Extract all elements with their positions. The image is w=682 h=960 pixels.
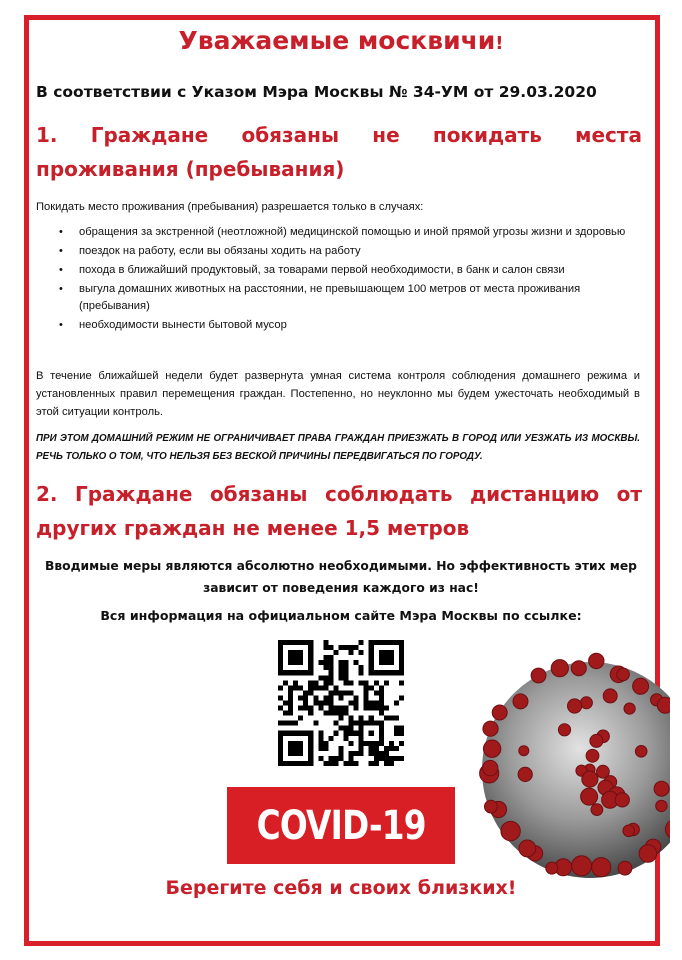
list-item: • обращения за экстренной (неотложной) медицинской помощью и иной прямой угрозы жизни и здоровью bbox=[36, 224, 636, 241]
official-site-text: Вся информация на официальном сайте Мэра Москвы по ссылке: bbox=[100, 608, 582, 623]
bullet-icon: • bbox=[59, 226, 63, 238]
list-item: • выгула домашних животных на расстоянии, не превышающем 100 метров от места проживания (пребывания) bbox=[59, 283, 581, 312]
covid-19-banner: COVID-19 bbox=[227, 787, 455, 864]
bullet-icon: • bbox=[59, 264, 63, 276]
coronavirus-icon bbox=[465, 630, 670, 915]
list-item: • необходимости вынести бытовой мусор bbox=[36, 317, 636, 334]
home-regime-note: ПРИ ЭТОМ ДОМАШНИЙ РЕЖИМ НЕ ОГРАНИЧИВАЕТ ПРАВА ГРАЖДАН ПРИЕЗЖАТЬ В ГОРОД ИЛИ УЕЗЖАТЬ ИЗ МОСКВЫ. РЕЧЬ ТОЛЬКО О ТОМ, ЧТО НЕЛЬЗЯ БЕЗ ВЕСКОЙ ПРИЧИНЫ ПЕРЕДВИГАТЬСЯ ПО ГОРОДУ. bbox=[36, 433, 640, 462]
measures-text: Вводимые меры являются абсолютно необходимыми. Но эффективность этих мер зависит от поведения каждого из нас! bbox=[45, 559, 637, 595]
bullet-icon: • bbox=[59, 245, 63, 257]
section2-heading: 2. Граждане обязаны соблюдать дистанцию от других граждан не менее 1,5 метров bbox=[36, 482, 642, 540]
list-item: • поездок на работу, если вы обязаны ходить на работу bbox=[36, 243, 636, 260]
section1-intro: Покидать место проживания (пребывания) разрешается только в случаях: bbox=[36, 201, 424, 213]
exceptions-list bbox=[36, 224, 636, 336]
bullet-icon: • bbox=[59, 283, 63, 295]
list-item: • похода в ближайший продуктовый, за товарами первой необходимости, в банк и салон связи bbox=[36, 262, 636, 279]
care-slogan: Берегите себя и своих близких! bbox=[165, 877, 517, 899]
control-system-paragraph: В течение ближайшей недели будет развернута умная система контроля соблюдения домашнего режима и установленных правил перемещения граждан. Постепенно, но неуклонно мы будем ужесточать необходимый в этой ситуации контроль. bbox=[36, 370, 640, 418]
bullet-icon: • bbox=[59, 319, 63, 331]
qr-code-icon[interactable] bbox=[278, 640, 404, 766]
section1-heading: 1. Граждане обязаны не покидать места проживания (пребывания) bbox=[36, 123, 642, 181]
page-title: Уважаемые москвичи! bbox=[178, 26, 504, 55]
decree-reference: В соответствии с Указом Мэра Москвы № 34-УМ от 29.03.2020 bbox=[36, 83, 597, 101]
